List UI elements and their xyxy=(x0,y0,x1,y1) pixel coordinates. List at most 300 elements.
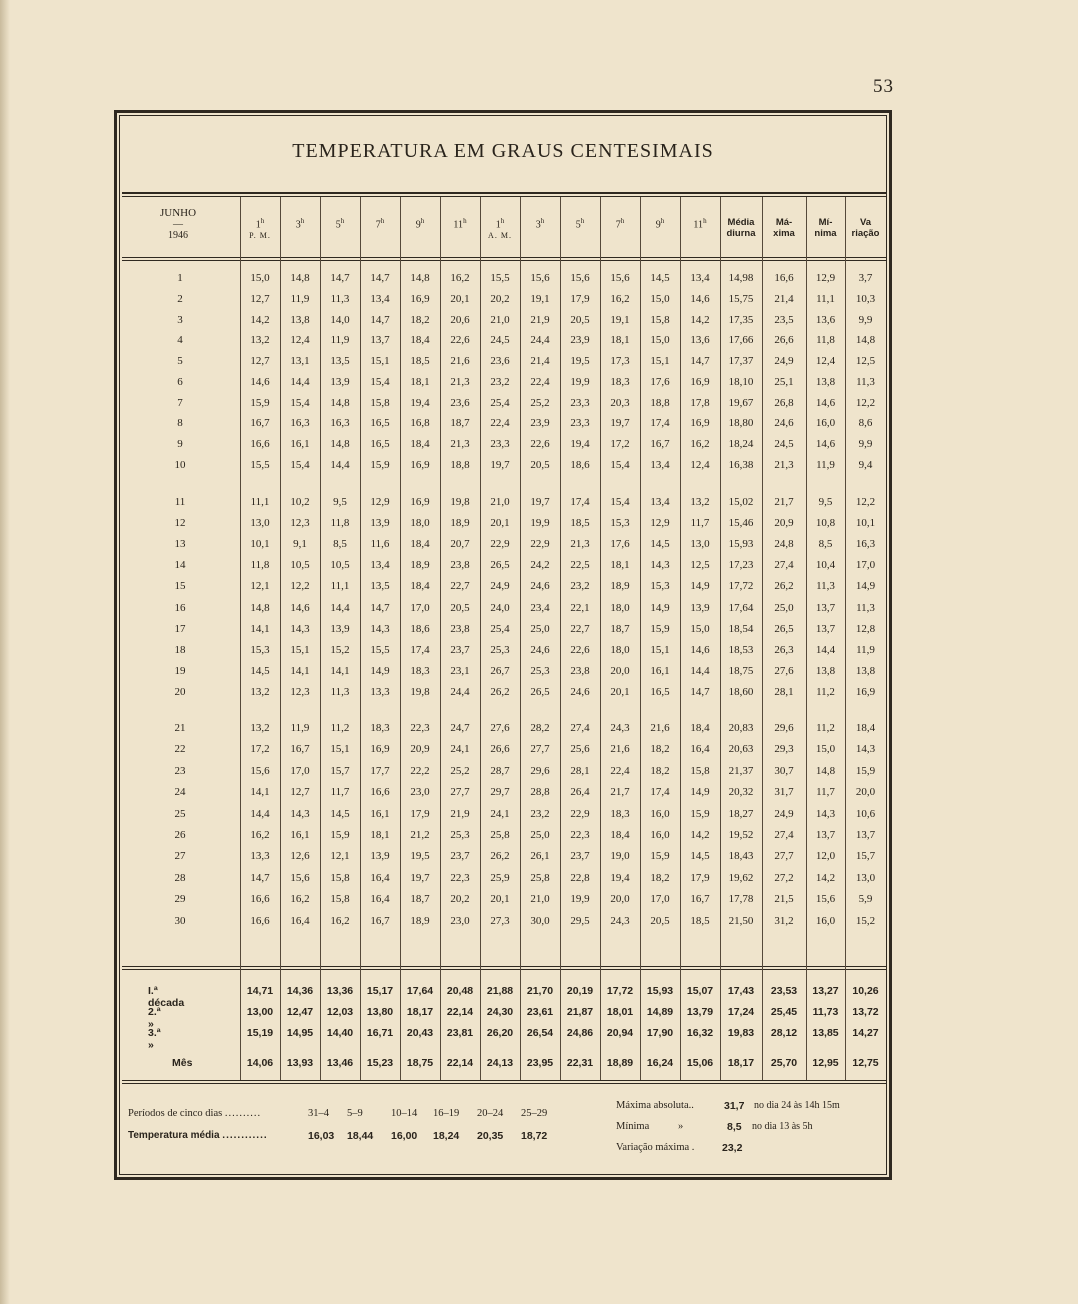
value-cell: 16,0 xyxy=(650,807,670,820)
value-cell: 21,0 xyxy=(490,496,510,508)
value-cell: 11,7 xyxy=(330,786,350,799)
value-cell: 11,9 xyxy=(330,334,350,347)
value-cell: 14,8 xyxy=(330,438,350,450)
value-cell: 20,2 xyxy=(450,893,470,906)
header-hour-6 xyxy=(440,216,480,230)
value-cell: 21,0 xyxy=(490,313,510,326)
value-cell: 18,7 xyxy=(450,417,470,430)
value-cell: 20,1 xyxy=(490,517,510,530)
hour-unit: h xyxy=(500,217,505,225)
value-cell: 25,3 xyxy=(450,829,470,841)
value-cell: 16,2 xyxy=(290,893,310,906)
value-cell: 14,1 xyxy=(290,664,310,677)
hour-unit: h xyxy=(463,217,467,225)
value-cell: 15,2 xyxy=(855,914,876,927)
value-cell: 12,7 xyxy=(250,292,270,305)
day-number: 19 xyxy=(174,664,186,677)
value-cell: 13,3 xyxy=(250,850,270,863)
value-cell: 12,5 xyxy=(690,559,710,572)
value-cell: 15,6 xyxy=(610,272,630,284)
value-cell: 16,2 xyxy=(450,272,470,284)
value-cell: 18,43 xyxy=(728,850,754,863)
value-cell: 3,7 xyxy=(858,272,873,284)
value-cell: 14,2 xyxy=(250,313,270,326)
value-cell: 17,2 xyxy=(610,438,630,450)
periodo-range: 5–9 xyxy=(347,1108,363,1119)
value-cell: 18,2 xyxy=(650,871,670,884)
value-cell: 24,9 xyxy=(490,580,510,593)
summary-cell: 13,27 xyxy=(812,985,839,997)
value-cell: 13,7 xyxy=(815,622,836,635)
value-cell: 27,7 xyxy=(774,850,794,863)
value-cell: 26,2 xyxy=(490,850,510,863)
value-cell: 19,5 xyxy=(410,850,430,863)
summary-cell: 14,40 xyxy=(326,1027,354,1039)
header-text: Mí- xyxy=(818,217,833,228)
header-hour-11 xyxy=(640,216,680,230)
summary-cell: 16,71 xyxy=(366,1027,394,1039)
value-cell: 17,66 xyxy=(728,334,754,347)
value-cell: 12,1 xyxy=(250,580,270,593)
value-cell: 14,4 xyxy=(250,807,270,820)
value-cell: 13,2 xyxy=(250,334,270,347)
value-cell: 22,4 xyxy=(530,375,550,388)
summary-cell: 25,70 xyxy=(770,1057,798,1069)
summary-cell: 21,70 xyxy=(526,985,554,997)
value-cell: 18,3 xyxy=(410,664,430,677)
day-number: 6 xyxy=(177,375,183,388)
value-cell: 16,4 xyxy=(290,914,310,927)
value-cell: 19,9 xyxy=(570,375,590,388)
value-cell: 14,8 xyxy=(410,272,430,284)
value-cell: 23,6 xyxy=(490,355,510,367)
value-cell: 15,9 xyxy=(650,622,670,635)
value-cell: 18,4 xyxy=(410,580,430,593)
value-cell: 20,0 xyxy=(610,893,630,906)
value-cell: 20,9 xyxy=(410,743,430,756)
value-cell: 25,0 xyxy=(530,829,550,841)
table-rule xyxy=(122,966,886,967)
column-divider xyxy=(320,197,321,1080)
value-cell: 19,0 xyxy=(610,850,630,863)
summary-cell: 15,93 xyxy=(646,985,674,997)
value-cell: 23,7 xyxy=(450,850,470,863)
value-cell: 14,6 xyxy=(815,438,836,450)
value-cell: 30,7 xyxy=(774,764,794,777)
value-cell: 29,5 xyxy=(570,914,590,927)
value-cell: 11,8 xyxy=(330,517,350,530)
value-cell: 21,6 xyxy=(450,355,470,367)
value-cell: 18,9 xyxy=(450,517,470,530)
value-cell: 20,0 xyxy=(610,664,630,677)
value-cell: 19,9 xyxy=(530,517,550,530)
value-cell: 10,1 xyxy=(855,517,876,530)
summary-cell: 14,89 xyxy=(646,1006,674,1018)
minima-value: 8,5 xyxy=(727,1121,742,1133)
value-cell: 19,8 xyxy=(410,685,430,698)
value-cell: 23,2 xyxy=(490,375,510,388)
value-cell: 13,8 xyxy=(815,664,836,677)
summary-cell: 24,13 xyxy=(486,1057,514,1069)
value-cell: 23,0 xyxy=(450,914,470,927)
day-number: 14 xyxy=(174,559,186,572)
column-divider xyxy=(640,197,641,1080)
minima-label: Mínima xyxy=(616,1121,650,1132)
summary-cell: 21,88 xyxy=(486,985,514,997)
header-hour-2 xyxy=(280,216,320,230)
value-cell: 26,4 xyxy=(570,786,590,799)
value-cell: 13,8 xyxy=(815,375,836,388)
value-cell: 17,4 xyxy=(650,786,670,799)
value-cell: 13,6 xyxy=(815,313,836,326)
value-cell: 21,0 xyxy=(530,893,550,906)
value-cell: 19,5 xyxy=(570,355,590,367)
value-cell: 12,0 xyxy=(815,850,836,863)
value-cell: 19,7 xyxy=(530,496,550,508)
value-cell: 24,0 xyxy=(490,601,510,614)
period-label: A. M. xyxy=(488,231,512,241)
value-cell: 22,5 xyxy=(570,559,590,572)
table-rule xyxy=(122,969,886,970)
value-cell: 21,7 xyxy=(610,786,630,799)
summary-cell: 12,47 xyxy=(286,1006,314,1018)
value-cell: 13,4 xyxy=(650,496,670,508)
value-cell: 13,6 xyxy=(690,334,710,347)
value-cell: 10,8 xyxy=(815,517,836,530)
value-cell: 19,7 xyxy=(610,417,630,430)
summary-cell: 14,36 xyxy=(286,985,314,997)
value-cell: 11,9 xyxy=(816,458,835,471)
page-left-margin-shadow xyxy=(0,0,10,1304)
value-cell: 22,6 xyxy=(530,438,550,450)
value-cell: 15,46 xyxy=(728,517,754,530)
value-cell: 27,4 xyxy=(570,722,590,734)
value-cell: 31,7 xyxy=(774,786,794,799)
value-cell: 23,3 xyxy=(570,417,590,430)
value-cell: 26,6 xyxy=(774,334,794,347)
value-cell: 14,7 xyxy=(370,601,390,614)
value-cell: 18,1 xyxy=(610,334,630,347)
summary-cell: 13,80 xyxy=(366,1006,394,1018)
value-cell: 26,6 xyxy=(490,743,510,756)
summary-cell: 14,95 xyxy=(286,1027,314,1039)
value-cell: 25,2 xyxy=(450,764,470,777)
table-rule xyxy=(122,260,886,261)
value-cell: 14,2 xyxy=(690,313,710,326)
table-title: TEMPERATURA EM GRAUS CENTESIMAIS xyxy=(292,140,714,162)
column-divider xyxy=(240,197,241,1080)
value-cell: 18,4 xyxy=(410,334,430,347)
value-cell: 22,1 xyxy=(570,601,590,614)
value-cell: 26,7 xyxy=(490,664,510,677)
value-cell: 11,8 xyxy=(816,334,835,347)
value-cell: 13,9 xyxy=(370,850,390,863)
hour-unit: h xyxy=(260,217,265,225)
value-cell: 28,8 xyxy=(530,786,550,799)
value-cell: 15,0 xyxy=(650,334,670,347)
value-cell: 18,1 xyxy=(610,559,630,572)
value-cell: 11,3 xyxy=(330,292,350,305)
value-cell: 27,2 xyxy=(774,871,794,884)
value-cell: 15,8 xyxy=(650,313,670,326)
summary-cell: 28,12 xyxy=(770,1027,798,1039)
value-cell: 20,83 xyxy=(728,722,754,734)
value-cell: 14,3 xyxy=(815,807,836,820)
value-cell: 18,4 xyxy=(410,538,430,551)
summary-cell: 14,06 xyxy=(246,1057,274,1069)
value-cell: 13,5 xyxy=(370,580,390,593)
day-number: 1 xyxy=(177,272,183,284)
value-cell: 18,6 xyxy=(410,622,430,635)
value-cell: 24,4 xyxy=(530,334,550,347)
value-cell: 13,1 xyxy=(290,355,310,367)
value-cell: 16,6 xyxy=(774,272,794,284)
header-text: xima xyxy=(773,228,795,239)
value-cell: 13,7 xyxy=(855,829,876,841)
maxima-value: 31,7 xyxy=(724,1100,745,1112)
periodos-label: Períodos de cinco dias .......... xyxy=(128,1108,262,1119)
value-cell: 21,6 xyxy=(650,722,670,734)
value-cell: 17,9 xyxy=(690,871,710,884)
value-cell: 15,9 xyxy=(855,764,876,777)
hour-unit: h xyxy=(540,217,545,225)
value-cell: 13,7 xyxy=(370,334,390,347)
value-cell: 18,6 xyxy=(570,458,590,471)
value-cell: 17,8 xyxy=(690,396,710,409)
value-cell: 22,3 xyxy=(450,871,470,884)
value-cell: 14,5 xyxy=(650,538,670,551)
value-cell: 31,2 xyxy=(774,914,794,927)
value-cell: 25,4 xyxy=(490,396,510,409)
value-cell: 11,9 xyxy=(290,292,310,305)
summary-cell: 20,19 xyxy=(566,985,594,997)
value-cell: 20,3 xyxy=(610,396,630,409)
value-cell: 19,9 xyxy=(570,893,590,906)
value-cell: 27,3 xyxy=(490,914,510,927)
summary-cell: 17,24 xyxy=(727,1006,755,1018)
hour-unit: h xyxy=(380,217,385,225)
value-cell: 13,0 xyxy=(690,538,710,551)
value-cell: 25,0 xyxy=(774,601,794,614)
hour-unit: h xyxy=(420,217,425,225)
value-cell: 15,2 xyxy=(330,643,350,656)
summary-cell: 13,36 xyxy=(326,985,354,997)
value-cell: 10,5 xyxy=(290,559,310,572)
value-cell: 18,24 xyxy=(728,438,754,450)
value-cell: 23,7 xyxy=(450,643,470,656)
value-cell: 14,5 xyxy=(250,664,270,677)
value-cell: 15,3 xyxy=(250,643,270,656)
header-hour-12 xyxy=(680,216,720,230)
value-cell: 13,9 xyxy=(370,517,390,530)
value-cell: 26,2 xyxy=(490,685,510,698)
value-cell: 18,75 xyxy=(728,664,754,677)
value-cell: 10,3 xyxy=(855,292,876,305)
summary-cell: 15,07 xyxy=(686,985,714,997)
value-cell: 18,54 xyxy=(728,622,754,635)
value-cell: 18,1 xyxy=(410,375,430,388)
value-cell: 25,8 xyxy=(530,871,550,884)
value-cell: 13,5 xyxy=(330,355,350,367)
value-cell: 26,5 xyxy=(774,622,794,635)
day-number: 23 xyxy=(174,764,186,777)
value-cell: 14,3 xyxy=(370,622,390,635)
value-cell: 12,7 xyxy=(250,355,270,367)
value-cell: 18,0 xyxy=(610,643,630,656)
header-year: 1946 xyxy=(168,230,188,241)
value-cell: 15,8 xyxy=(330,871,350,884)
value-cell: 20,1 xyxy=(610,685,630,698)
value-cell: 19,4 xyxy=(410,396,430,409)
day-number: 20 xyxy=(174,685,186,698)
value-cell: 18,27 xyxy=(728,807,754,820)
summary-cell: 24,30 xyxy=(486,1006,514,1018)
column-divider xyxy=(680,197,681,1080)
value-cell: 27,7 xyxy=(450,786,470,799)
value-cell: 15,6 xyxy=(570,272,590,284)
value-cell: 24,3 xyxy=(610,722,630,734)
value-cell: 26,5 xyxy=(490,559,510,572)
value-cell: 11,1 xyxy=(250,496,270,508)
value-cell: 15,4 xyxy=(370,375,390,388)
value-cell: 23,4 xyxy=(530,601,550,614)
value-cell: 12,4 xyxy=(815,355,836,367)
value-cell: 18,4 xyxy=(410,438,430,450)
periodo-range: 10–14 xyxy=(391,1108,418,1119)
value-cell: 10,1 xyxy=(250,538,270,551)
value-cell: 21,3 xyxy=(450,375,470,388)
day-number: 15 xyxy=(174,580,186,593)
day-number: 4 xyxy=(177,334,183,347)
value-cell: 15,4 xyxy=(610,458,630,471)
day-number: 29 xyxy=(174,893,186,906)
value-cell: 16,7 xyxy=(690,893,710,906)
value-cell: 15,9 xyxy=(370,458,390,471)
value-cell: 22,9 xyxy=(570,807,590,820)
value-cell: 17,7 xyxy=(370,764,390,777)
value-cell: 14,6 xyxy=(690,643,710,656)
value-cell: 16,6 xyxy=(250,914,270,927)
value-cell: 10,5 xyxy=(330,559,350,572)
summary-cell: 26,54 xyxy=(526,1027,554,1039)
value-cell: 13,4 xyxy=(370,292,390,305)
value-cell: 9,4 xyxy=(858,458,873,471)
summary-cell: 19,83 xyxy=(727,1027,755,1039)
value-cell: 24,6 xyxy=(530,580,550,593)
column-divider xyxy=(360,197,361,1080)
value-cell: 28,1 xyxy=(774,685,794,698)
value-cell: 11,9 xyxy=(856,643,875,656)
value-cell: 9,1 xyxy=(293,538,307,551)
hour-unit: h xyxy=(703,217,707,225)
value-cell: 11,6 xyxy=(370,538,390,551)
summary-cell: 18,89 xyxy=(606,1057,634,1069)
value-cell: 16,2 xyxy=(330,914,350,927)
value-cell: 20,2 xyxy=(490,292,510,305)
value-cell: 18,8 xyxy=(650,396,670,409)
header-hour-4 xyxy=(360,216,400,230)
summary-cell: 13,00 xyxy=(246,1006,274,1018)
value-cell: 15,7 xyxy=(330,764,350,777)
value-cell: 11,7 xyxy=(816,786,835,799)
summary-cell: 15,17 xyxy=(366,985,394,997)
value-cell: 14,7 xyxy=(370,313,390,326)
value-cell: 18,7 xyxy=(610,622,630,635)
value-cell: 16,4 xyxy=(690,743,710,756)
day-number: 18 xyxy=(174,643,186,656)
value-cell: 18,5 xyxy=(570,517,590,530)
value-cell: 26,1 xyxy=(530,850,550,863)
value-cell: 17,64 xyxy=(728,601,754,614)
value-cell: 23,5 xyxy=(774,313,794,326)
value-cell: 28,2 xyxy=(530,722,550,734)
temp-media-value: 18,72 xyxy=(521,1130,548,1142)
value-cell: 15,8 xyxy=(690,764,710,777)
value-cell: 21,9 xyxy=(450,807,470,820)
value-cell: 15,4 xyxy=(610,496,630,508)
value-cell: 26,8 xyxy=(774,396,794,409)
value-cell: 14,3 xyxy=(855,743,876,756)
value-cell: 18,9 xyxy=(410,559,430,572)
value-cell: 18,80 xyxy=(728,417,754,430)
day-number: 8 xyxy=(177,417,183,430)
day-number: 10 xyxy=(174,458,186,471)
summary-cell: 14,71 xyxy=(246,985,274,997)
value-cell: 19,1 xyxy=(610,313,630,326)
value-cell: 11,9 xyxy=(290,722,310,734)
value-cell: 14,4 xyxy=(330,458,350,471)
value-cell: 15,6 xyxy=(530,272,550,284)
value-cell: 15,4 xyxy=(290,396,310,409)
table-rule xyxy=(122,1080,886,1081)
value-cell: 11,2 xyxy=(330,722,350,734)
value-cell: 15,4 xyxy=(290,458,310,471)
value-cell: 25,3 xyxy=(490,643,510,656)
hour-number: 5 xyxy=(575,219,581,231)
value-cell: 11,2 xyxy=(816,722,835,734)
value-cell: 16,7 xyxy=(370,914,390,927)
value-cell: 17,6 xyxy=(650,375,670,388)
value-cell: 16,8 xyxy=(410,417,430,430)
value-cell: 14,7 xyxy=(370,272,390,284)
day-number: 3 xyxy=(177,313,183,326)
summary-label: I.ª década xyxy=(148,985,185,1009)
value-cell: 12,5 xyxy=(855,355,876,367)
value-cell: 13,7 xyxy=(815,601,836,614)
value-cell: 11,3 xyxy=(856,375,875,388)
value-cell: 22,3 xyxy=(410,722,430,734)
value-cell: 14,1 xyxy=(250,786,270,799)
summary-cell: 17,43 xyxy=(727,985,755,997)
value-cell: 15,1 xyxy=(650,355,670,367)
value-cell: 20,0 xyxy=(855,786,876,799)
value-cell: 25,2 xyxy=(530,396,550,409)
value-cell: 23,9 xyxy=(570,334,590,347)
summary-cell: 13,85 xyxy=(812,1027,839,1039)
value-cell: 22,8 xyxy=(570,871,590,884)
value-cell: 9,5 xyxy=(818,496,833,508)
value-cell: 16,9 xyxy=(855,685,876,698)
value-cell: 15,6 xyxy=(815,893,836,906)
value-cell: 14,5 xyxy=(690,850,710,863)
value-cell: 17,0 xyxy=(650,893,670,906)
value-cell: 18,2 xyxy=(650,743,670,756)
value-cell: 17,0 xyxy=(855,559,876,572)
value-cell: 16,6 xyxy=(370,786,390,799)
value-cell: 16,2 xyxy=(610,292,630,305)
value-cell: 21,4 xyxy=(530,355,550,367)
value-cell: 9,5 xyxy=(333,496,347,508)
